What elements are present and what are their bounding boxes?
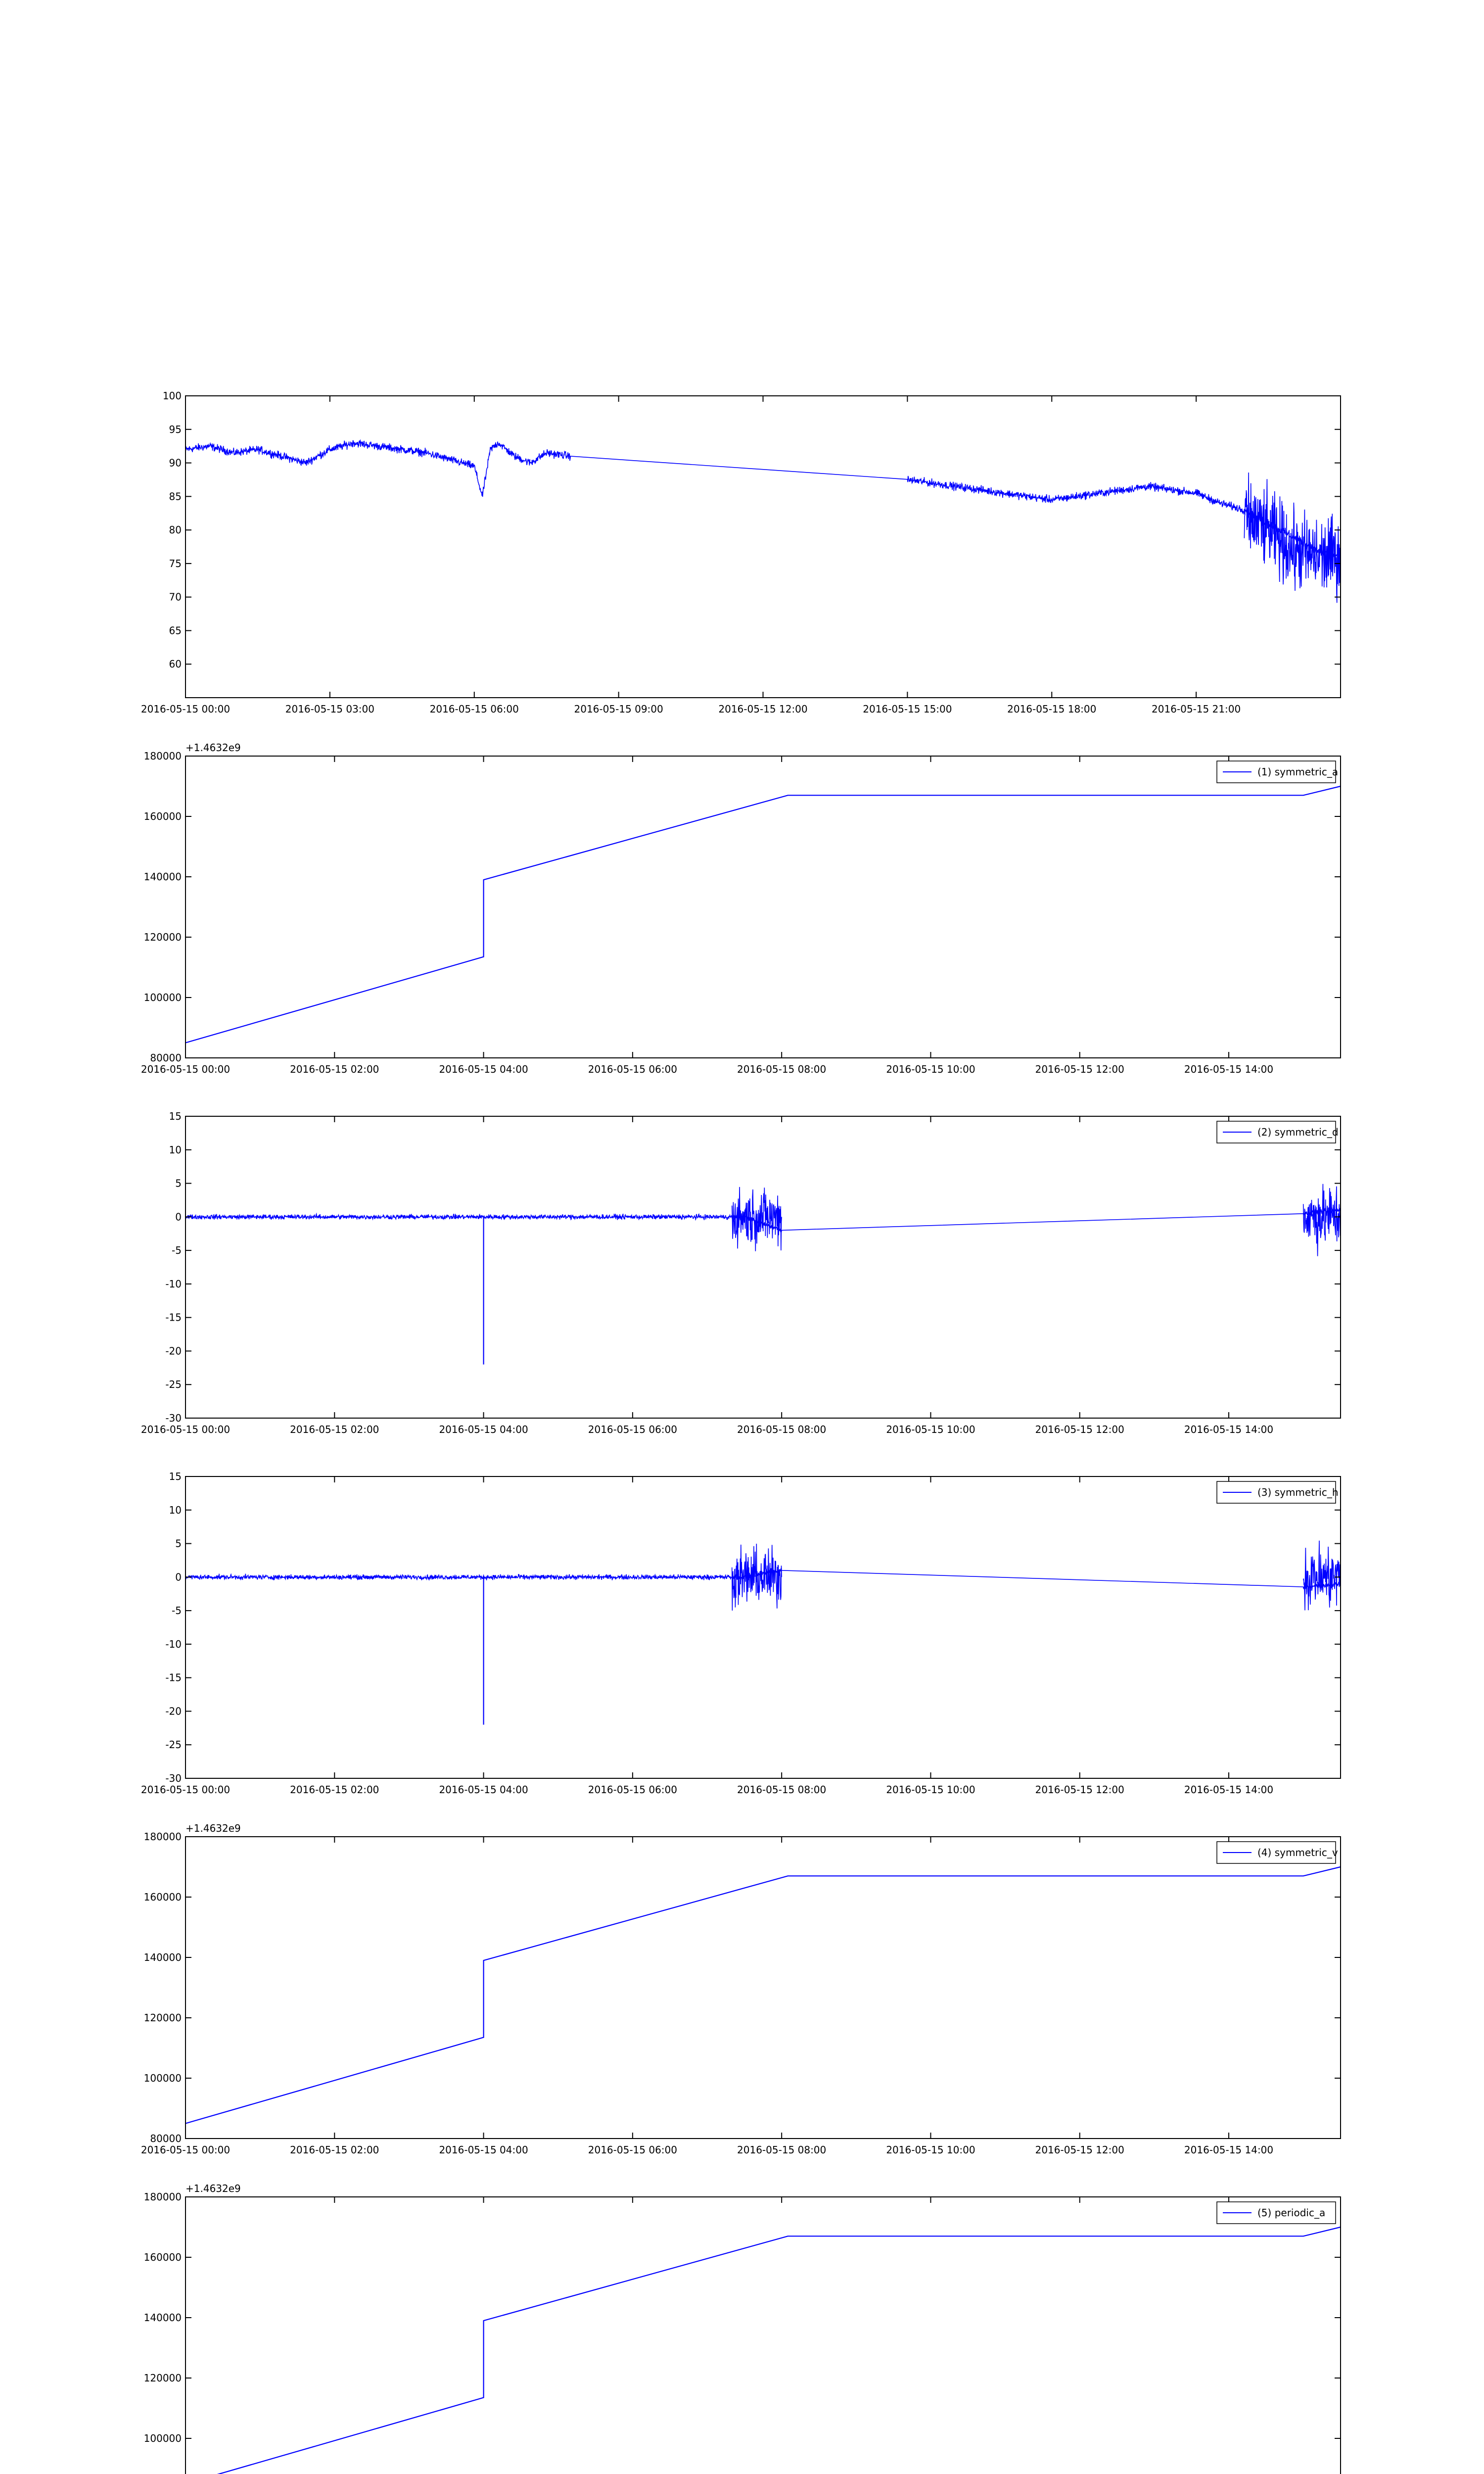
chart-panel-4 — [141, 1471, 1341, 1796]
legend-label: (1) symmetric_a — [1257, 766, 1339, 778]
x-tick-label: 2016-05-15 06:00 — [588, 1424, 677, 1435]
y-tick-label: 65 — [169, 624, 182, 637]
y-offset-text: +1.4632e9 — [186, 742, 241, 754]
x-tick-label: 2016-05-15 06:00 — [429, 703, 519, 715]
x-tick-label: 2016-05-15 10:00 — [886, 2144, 975, 2156]
y-tick-label: 70 — [169, 591, 182, 603]
x-tick-label: 2016-05-15 06:00 — [588, 1784, 677, 1796]
x-tick-label: 2016-05-15 08:00 — [737, 1424, 827, 1435]
chart-panel-1 — [141, 390, 1341, 715]
series-line — [732, 1187, 782, 1251]
x-tick-label: 2016-05-15 14:00 — [1184, 1063, 1274, 1075]
series-line — [186, 440, 1341, 558]
x-tick-label: 2016-05-15 12:00 — [1035, 1063, 1124, 1075]
x-tick-label: 2016-05-15 18:00 — [1007, 703, 1097, 715]
plot-frame — [186, 1116, 1341, 1418]
y-tick-label: 0 — [175, 1211, 182, 1223]
y-tick-label: 10 — [169, 1504, 182, 1516]
y-tick-label: 5 — [175, 1537, 182, 1550]
x-tick-label: 2016-05-15 00:00 — [140, 1784, 231, 1796]
legend-label: (2) symmetric_d — [1257, 1126, 1339, 1138]
y-tick-label: 100000 — [143, 992, 182, 1003]
series-line — [1303, 1541, 1341, 1611]
y-tick-label: 140000 — [143, 2312, 182, 2324]
x-tick-label: 2016-05-15 00:00 — [140, 1424, 231, 1435]
y-tick-label: 80000 — [150, 2133, 182, 2144]
plot-frame — [186, 396, 1341, 698]
legend-label: (4) symmetric_v — [1257, 1847, 1338, 1858]
y-tick-label: 80 — [169, 524, 182, 536]
y-tick-label: 10 — [169, 1143, 182, 1156]
x-tick-label: 2016-05-15 06:00 — [588, 1063, 677, 1075]
y-tick-label: 85 — [169, 490, 182, 503]
y-tick-label: 100 — [162, 390, 182, 402]
x-tick-label: 2016-05-15 08:00 — [737, 2144, 827, 2156]
x-tick-label: 2016-05-15 02:00 — [290, 1063, 379, 1075]
y-tick-label: 5 — [175, 1177, 182, 1189]
x-tick-label: 2016-05-15 14:00 — [1184, 1784, 1274, 1796]
y-tick-label: 75 — [169, 557, 182, 570]
series-line — [186, 2227, 1341, 2474]
x-tick-label: 2016-05-15 04:00 — [439, 1424, 528, 1435]
x-tick-label: 2016-05-15 02:00 — [290, 2144, 379, 2156]
y-tick-label: 160000 — [143, 810, 182, 822]
y-tick-label: 60 — [169, 658, 182, 670]
y-tick-label: 0 — [175, 1571, 182, 1583]
y-tick-label: 80000 — [150, 1052, 182, 1064]
y-tick-label: -20 — [165, 1345, 182, 1357]
y-tick-label: 180000 — [143, 2191, 182, 2203]
x-tick-label: 2016-05-15 21:00 — [1152, 703, 1241, 715]
y-tick-label: -30 — [165, 1772, 182, 1784]
x-tick-label: 2016-05-15 06:00 — [588, 2144, 677, 2156]
y-tick-label: 160000 — [143, 2251, 182, 2263]
x-tick-label: 2016-05-15 10:00 — [886, 1063, 975, 1075]
series-line — [1303, 1184, 1341, 1256]
y-tick-label: 120000 — [143, 2012, 182, 2024]
x-tick-label: 2016-05-15 04:00 — [439, 2144, 528, 2156]
y-tick-label: 100000 — [143, 2432, 182, 2444]
x-tick-label: 2016-05-15 00:00 — [140, 1063, 231, 1075]
plot-frame — [186, 1476, 1341, 1778]
x-tick-label: 2016-05-15 00:00 — [140, 2144, 231, 2156]
x-tick-label: 2016-05-15 00:00 — [140, 703, 231, 715]
x-tick-label: 2016-05-15 14:00 — [1184, 2144, 1274, 2156]
x-tick-label: 2016-05-15 14:00 — [1184, 1424, 1274, 1435]
plot-frame — [186, 756, 1341, 1058]
x-tick-label: 2016-05-15 10:00 — [886, 1424, 975, 1435]
y-tick-label: 140000 — [143, 1951, 182, 1963]
y-tick-label: -5 — [172, 1605, 182, 1617]
x-tick-label: 2016-05-15 02:00 — [290, 1424, 379, 1435]
y-tick-label: -10 — [165, 1278, 182, 1290]
x-tick-label: 2016-05-15 08:00 — [737, 1784, 827, 1796]
x-tick-label: 2016-05-15 12:00 — [718, 703, 808, 715]
x-tick-label: 2016-05-15 09:00 — [574, 703, 663, 715]
y-tick-label: 15 — [169, 1110, 182, 1122]
y-tick-label: -25 — [165, 1739, 182, 1751]
x-tick-label: 2016-05-15 12:00 — [1035, 1424, 1124, 1435]
y-tick-label: 120000 — [143, 931, 182, 943]
x-tick-label: 2016-05-15 04:00 — [439, 1784, 528, 1796]
y-tick-label: -10 — [165, 1638, 182, 1650]
series-line — [186, 786, 1341, 1043]
series-line — [1244, 473, 1341, 603]
y-offset-text: +1.4632e9 — [186, 1822, 241, 1834]
y-tick-label: 160000 — [143, 1891, 182, 1903]
y-tick-label: -20 — [165, 1705, 182, 1717]
series-line — [186, 1867, 1341, 2124]
y-tick-label: 180000 — [143, 750, 182, 762]
y-tick-label: 140000 — [143, 871, 182, 883]
chart-panel-5 — [141, 1822, 1341, 2156]
plot-frame — [186, 2197, 1341, 2474]
y-tick-label: 90 — [169, 457, 182, 469]
x-tick-label: 2016-05-15 10:00 — [886, 1784, 975, 1796]
x-tick-label: 2016-05-15 12:00 — [1035, 2144, 1124, 2156]
y-tick-label: 120000 — [143, 2372, 182, 2384]
legend-label: (5) periodic_a — [1257, 2207, 1326, 2219]
x-tick-label: 2016-05-15 15:00 — [863, 703, 952, 715]
y-tick-label: -15 — [165, 1311, 182, 1324]
x-tick-label: 2016-05-15 04:00 — [439, 1063, 528, 1075]
y-tick-label: -15 — [165, 1671, 182, 1684]
y-tick-label: 100000 — [143, 2072, 182, 2084]
y-offset-text: +1.4632e9 — [186, 2183, 241, 2194]
chart-panel-2 — [141, 742, 1341, 1075]
chart-panel-3 — [141, 1110, 1341, 1435]
x-tick-label: 2016-05-15 12:00 — [1035, 1784, 1124, 1796]
y-tick-label: 180000 — [143, 1831, 182, 1843]
legend-label: (3) symmetric_h — [1257, 1486, 1339, 1498]
y-tick-label: -5 — [172, 1244, 182, 1257]
x-tick-label: 2016-05-15 03:00 — [285, 703, 374, 715]
y-tick-label: -25 — [165, 1379, 182, 1391]
x-tick-label: 2016-05-15 02:00 — [290, 1784, 379, 1796]
y-tick-label: -30 — [165, 1412, 182, 1424]
y-tick-label: 95 — [169, 423, 182, 435]
plot-frame — [186, 1837, 1341, 2139]
y-tick-label: 15 — [169, 1471, 182, 1482]
chart-panel-6 — [141, 2183, 1341, 2474]
x-tick-label: 2016-05-15 08:00 — [737, 1063, 827, 1075]
